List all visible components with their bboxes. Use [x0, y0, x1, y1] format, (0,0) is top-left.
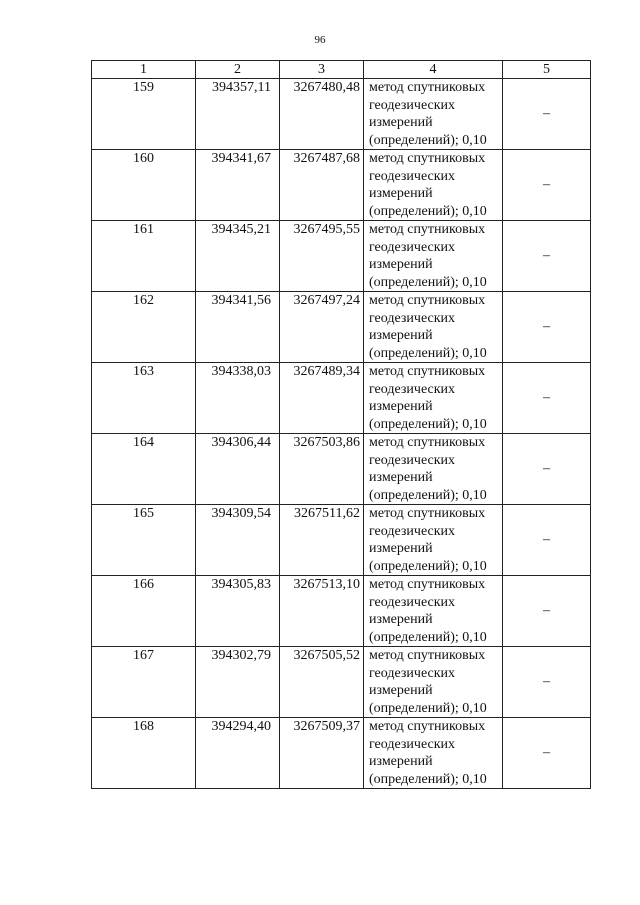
note-cell: –: [503, 150, 591, 221]
method-cell: [364, 718, 503, 789]
method-line: метод спутниковых: [369, 435, 486, 450]
y-coordinate-cell: 3267495,55: [280, 221, 364, 292]
method-line: метод спутниковых: [369, 577, 486, 592]
method-line: измерений: [369, 328, 433, 343]
point-number-cell: 167: [92, 647, 196, 718]
table-row: [92, 505, 591, 576]
table-row: [92, 718, 591, 789]
method-cell: [364, 150, 503, 221]
y-coordinate-cell: 3267487,68: [280, 150, 364, 221]
method-line: метод спутниковых: [369, 151, 486, 166]
method-line: геодезических: [369, 736, 456, 752]
x-coordinate-cell: 394302,79: [196, 647, 280, 718]
note-cell: –: [503, 221, 591, 292]
method-line: геодезических: [369, 381, 456, 397]
y-coordinate-cell: 3267513,10: [280, 576, 364, 647]
method-line: геодезических: [369, 665, 456, 681]
x-coordinate-cell: 394309,54: [196, 505, 280, 576]
method-line: (определений); 0,10: [369, 487, 487, 503]
column-header: 1: [92, 61, 196, 79]
coordinates-table: [91, 60, 591, 789]
point-number-cell: 166: [92, 576, 196, 647]
note-cell: –: [503, 292, 591, 363]
method-line: измерений: [369, 115, 433, 130]
method-cell: [364, 221, 503, 292]
point-number-cell: 168: [92, 718, 196, 789]
method-line: (определений); 0,10: [369, 203, 487, 219]
method-cell: [364, 363, 503, 434]
method-line: геодезических: [369, 310, 456, 326]
y-coordinate-cell: 3267509,37: [280, 718, 364, 789]
column-header: 2: [196, 61, 280, 79]
x-coordinate-cell: 394306,44: [196, 434, 280, 505]
y-coordinate-cell: 3267480,48: [280, 79, 364, 150]
note-cell: –: [503, 363, 591, 434]
method-line: (определений); 0,10: [369, 700, 487, 716]
method-line: измерений: [369, 186, 433, 201]
note-cell: –: [503, 576, 591, 647]
table-row: [92, 292, 591, 363]
method-line: измерений: [369, 541, 433, 556]
method-line: метод спутниковых: [369, 506, 486, 521]
point-number-cell: 165: [92, 505, 196, 576]
method-cell: [364, 576, 503, 647]
method-line: (определений); 0,10: [369, 132, 487, 148]
y-coordinate-cell: 3267505,52: [280, 647, 364, 718]
x-coordinate-cell: 394357,11: [196, 79, 280, 150]
method-line: измерений: [369, 754, 433, 769]
note-cell: –: [503, 647, 591, 718]
table-row: [92, 434, 591, 505]
point-number-cell: 160: [92, 150, 196, 221]
method-line: метод спутниковых: [369, 222, 486, 237]
method-line: измерений: [369, 470, 433, 485]
method-line: геодезических: [369, 452, 456, 468]
method-line: измерений: [369, 257, 433, 272]
note-cell: –: [503, 434, 591, 505]
method-line: геодезических: [369, 594, 456, 610]
method-line: геодезических: [369, 97, 456, 113]
method-line: метод спутниковых: [369, 80, 486, 95]
method-cell: [364, 292, 503, 363]
method-cell: [364, 505, 503, 576]
y-coordinate-cell: 3267489,34: [280, 363, 364, 434]
page-number: 96: [314, 34, 326, 46]
table-row: [92, 79, 591, 150]
method-line: (определений); 0,10: [369, 558, 487, 574]
y-coordinate-cell: 3267503,86: [280, 434, 364, 505]
column-header: 3: [280, 61, 364, 79]
x-coordinate-cell: 394345,21: [196, 221, 280, 292]
x-coordinate-cell: 394341,67: [196, 150, 280, 221]
point-number-cell: 159: [92, 79, 196, 150]
table-row: [92, 150, 591, 221]
x-coordinate-cell: 394338,03: [196, 363, 280, 434]
point-number-cell: 162: [92, 292, 196, 363]
method-line: метод спутниковых: [369, 648, 486, 663]
x-coordinate-cell: 394294,40: [196, 718, 280, 789]
method-line: метод спутниковых: [369, 364, 486, 379]
method-line: измерений: [369, 399, 433, 414]
table-header-row: [92, 61, 591, 79]
method-line: геодезических: [369, 239, 456, 255]
y-coordinate-cell: 3267511,62: [280, 505, 364, 576]
column-header: 5: [503, 61, 591, 79]
point-number-cell: 164: [92, 434, 196, 505]
table-row: [92, 363, 591, 434]
method-line: (определений); 0,10: [369, 345, 487, 361]
method-line: (определений); 0,10: [369, 274, 487, 290]
point-number-cell: 163: [92, 363, 196, 434]
y-coordinate-cell: 3267497,24: [280, 292, 364, 363]
table-row: [92, 221, 591, 292]
note-cell: –: [503, 79, 591, 150]
method-cell: [364, 79, 503, 150]
table-row: [92, 647, 591, 718]
column-header: 4: [364, 61, 503, 79]
note-cell: –: [503, 718, 591, 789]
method-line: метод спутниковых: [369, 293, 486, 308]
method-line: геодезических: [369, 523, 456, 539]
point-number-cell: 161: [92, 221, 196, 292]
table-row: [92, 576, 591, 647]
method-line: (определений); 0,10: [369, 771, 487, 787]
method-line: измерений: [369, 612, 433, 627]
method-cell: [364, 647, 503, 718]
method-line: (определений); 0,10: [369, 629, 487, 645]
note-cell: –: [503, 505, 591, 576]
method-cell: [364, 434, 503, 505]
method-line: измерений: [369, 683, 433, 698]
method-line: геодезических: [369, 168, 456, 184]
method-line: метод спутниковых: [369, 719, 486, 734]
x-coordinate-cell: 394305,83: [196, 576, 280, 647]
x-coordinate-cell: 394341,56: [196, 292, 280, 363]
method-line: (определений); 0,10: [369, 416, 487, 432]
